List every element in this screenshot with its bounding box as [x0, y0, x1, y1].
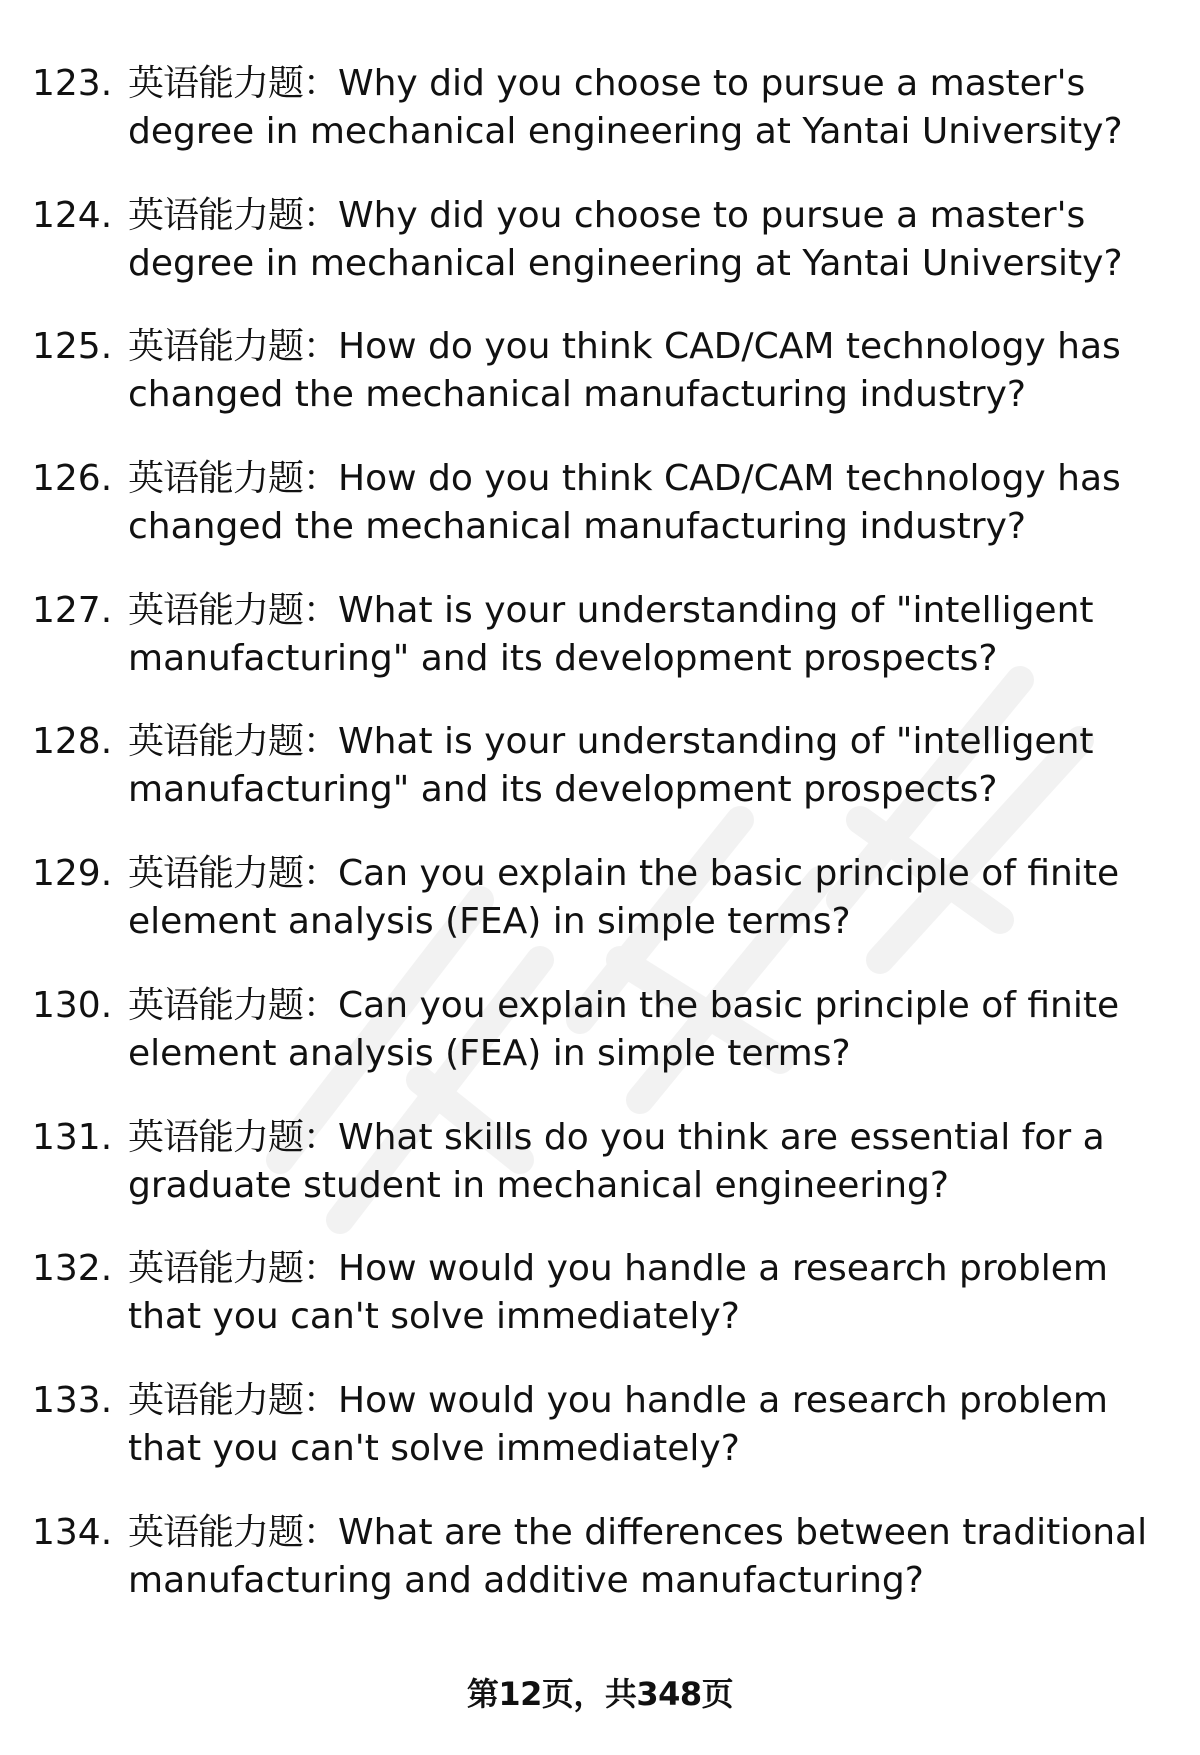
- question-text: Why did you choose to pursue a master's degree in mechanical engineering at Yantai University?: [128, 194, 1123, 284]
- question-number: 132.: [32, 1248, 113, 1290]
- list-item: [0, 850, 1200, 982]
- question-number: 127.: [32, 589, 113, 631]
- question-body: [128, 587, 1168, 683]
- question-number: 123.: [32, 63, 113, 104]
- question-body: [128, 850, 1168, 946]
- question-prefix: 英语能力题：: [128, 589, 339, 631]
- question-prefix: 英语能力题：: [128, 1379, 339, 1421]
- list-item: [0, 323, 1200, 455]
- question-number: 128.: [32, 721, 113, 763]
- question-prefix: 英语能力题：: [128, 853, 339, 895]
- question-prefix: 英语能力题：: [128, 63, 339, 104]
- question-number: 130.: [32, 984, 113, 1026]
- question-prefix: 英语能力题：: [128, 721, 339, 763]
- question-text: How do you think CAD/CAM technology has changed the mechanical manufacturing industry?: [128, 458, 1121, 548]
- list-item: [0, 192, 1200, 324]
- question-body: [128, 455, 1168, 551]
- question-body: [128, 1509, 1168, 1605]
- question-body: [128, 982, 1168, 1078]
- question-number: 134.: [32, 1511, 113, 1553]
- list-item: [0, 455, 1200, 587]
- question-body: [128, 1245, 1168, 1341]
- question-number: 133.: [32, 1379, 113, 1421]
- question-text: What is your understanding of "intelligent manufacturing" and its development prospects?: [128, 721, 1094, 811]
- list-item: [0, 1114, 1200, 1246]
- list-item: [0, 718, 1200, 850]
- question-body: [128, 718, 1168, 814]
- question-body: [128, 1114, 1168, 1210]
- question-text: How would you handle a research problem that you can't solve immediately?: [128, 1379, 1108, 1469]
- question-text: Can you explain the basic principle of finite element analysis (FEA) in simple terms?: [128, 984, 1120, 1074]
- question-number: 129.: [32, 853, 113, 895]
- question-prefix: 英语能力题：: [128, 458, 339, 500]
- question-text: How would you handle a research problem that you can't solve immediately?: [128, 1248, 1108, 1338]
- question-body: [128, 1377, 1168, 1473]
- question-prefix: 英语能力题：: [128, 984, 339, 1026]
- question-body: [128, 60, 1168, 156]
- list-item: [0, 587, 1200, 719]
- list-item: [0, 1377, 1200, 1509]
- question-prefix: 英语能力题：: [128, 1511, 339, 1553]
- question-body: [128, 323, 1168, 419]
- question-text: What skills do you think are essential for a graduate student in mechanical engineering?: [128, 1116, 1105, 1206]
- list-item: [0, 982, 1200, 1114]
- question-number: 124.: [32, 194, 113, 236]
- question-number: 126.: [32, 458, 113, 500]
- list-item: [0, 60, 1200, 192]
- question-number: 125.: [32, 326, 113, 368]
- list-item: [0, 1245, 1200, 1377]
- question-text: Why did you choose to pursue a master's degree in mechanical engineering at Yantai University?: [128, 63, 1123, 152]
- question-text: What is your understanding of "intelligent manufacturing" and its development prospects?: [128, 589, 1094, 679]
- question-prefix: 英语能力题：: [128, 1248, 339, 1290]
- question-text: How do you think CAD/CAM technology has changed the mechanical manufacturing industry?: [128, 326, 1121, 416]
- question-prefix: 英语能力题：: [128, 194, 339, 236]
- page-number-footer: 第12页，共348页: [466, 1675, 734, 1713]
- question-list: [0, 60, 1200, 1640]
- question-text: Can you explain the basic principle of finite element analysis (FEA) in simple terms?: [128, 853, 1120, 943]
- question-number: 131.: [32, 1116, 113, 1158]
- question-text: What are the differences between traditional manufacturing and additive manufacturing?: [128, 1511, 1148, 1601]
- question-body: [128, 192, 1168, 288]
- list-item: [0, 1509, 1200, 1641]
- question-prefix: 英语能力题：: [128, 326, 339, 368]
- question-prefix: 英语能力题：: [128, 1116, 339, 1158]
